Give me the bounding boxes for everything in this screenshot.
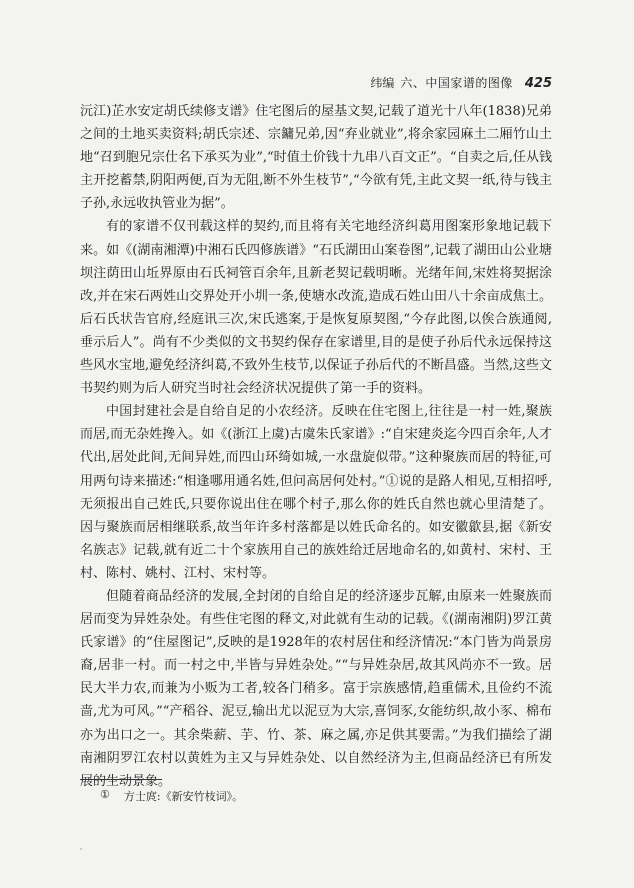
paragraph-2: 有的家谱不仅刊载这样的契约,而且将有关宅地经济纠葛用图案形象地记载下来。如《(湖南湘潭)中湘石氏四修族谱》“石氏湖田山案卷图”,记载了湖田山公业塘坝注荫田山坵界原由石氏祠管百余年,且新老契记载明晰。光绪年间,宋姓将契据涂改,并在宋石两姓山交界处开小圳一条,使塘水改流,造成石姓山田八十余亩成焦土。后石氏状告官府,经庭讯三次,宋氏逃案,于是恢复原契图,“今存此图,以俟合族通阅,垂示后人”。尚有不少类似的文书契约保存在家谱里,目的是使子孙后代永远保持这些风水宝地,避免经济纠葛,不致外生枝节,以保证子孙后代的不断昌盛。当然,这些文书契约则为后人研究当时社会经济状况提供了第一手的资料。	[80, 219, 552, 397]
scan-speck	[80, 848, 82, 850]
header-section: 六、中国家谱的图像	[400, 76, 513, 90]
footnote-text: 方士庹:《新安竹枝词》。	[123, 790, 244, 803]
footnote-divider	[80, 779, 162, 780]
body-text	[80, 100, 552, 793]
paragraph-1: 沅江)芷水安定胡氏续修支谱》住宅图后的屋基文契,记载了道光十八年(1838)兄弟之间的土地买卖资料;胡氏宗述、宗鏞兄弟,因“弃业就业”,将余家园麻土二厢竹山土地“召到胞兄宗仕名下承买为业”,“时值土价钱十九串八百文正”。“自卖之后,任从钱主开挖蓄禁,阴阳两便,百为无阻,断不外生枝节”,“今欲有凭,主此文契一纸,待与钱主子孙,永远收执管业为据”。	[80, 104, 552, 212]
paragraph-3: 中国封建社会是自给自足的小农经济。反映在住宅图上,往往是一村一姓,聚族而居,而无杂姓搀入。如《(浙江上虞)古虞朱氏家谱》:“自宋建炎迄今四百余年,人才代出,居处此间,无间异姓,而四山环绮如城,一水盘旋似带。”这种聚族而居的特征,可用两句诗来描述:“相逢哪用通名姓,但问高居何处村。”①说的是路人相见,互相招呼,无须报出自己姓氏,只要你说出住在哪个村子,那么你的姓氏自然也就心里清楚了。因与聚族而居相继联系,故当年许多村落都是以姓氏命名的。如安徽歙县,据《新安名族志》记载,就有近二十个家族用自己的族姓给迁居地命名的,如黄村、宋村、王村、陈村、姚村、江村、宋村等。	[80, 404, 552, 581]
footnote-mark: ①	[100, 788, 110, 801]
running-header	[370, 74, 552, 91]
paragraph-4: 但随着商品经济的发展,全封闭的自给自足的经济逐步瓦解,由原来一姓聚族而居而变为异姓杂处。有些住宅图的释文,对此就有生动的记载。《(湖南湘阴)罗江黄氏家谱》的“住屋图记”,反映的是1928年的农村居住和经济情况:“本门皆为尚景房裔,居非一村。而一村之中,半皆与异姓杂处。”“与异姓杂居,故其风尚亦不一致。居民大半力农,而兼为小贩为工者,较各门稍多。富于宗族感情,趋重儒术,且俭约不流啬,尤为可风。”“产稻谷、泥豆,输出尤以泥豆为大宗,喜饲豕,女能纺织,故小豕、棉布亦为出口之一。其余柴薪、芋、竹、茶、麻之属,亦足供其要需。”为我们描绘了湖南湘阴罗江农村以黄姓为主又与异姓杂处、以自然经济为主,但商品经济已有所发展的生动景象。	[80, 588, 552, 789]
header-part: 纬编	[370, 76, 395, 90]
page-number: 425	[524, 76, 552, 91]
footnote	[80, 788, 243, 804]
